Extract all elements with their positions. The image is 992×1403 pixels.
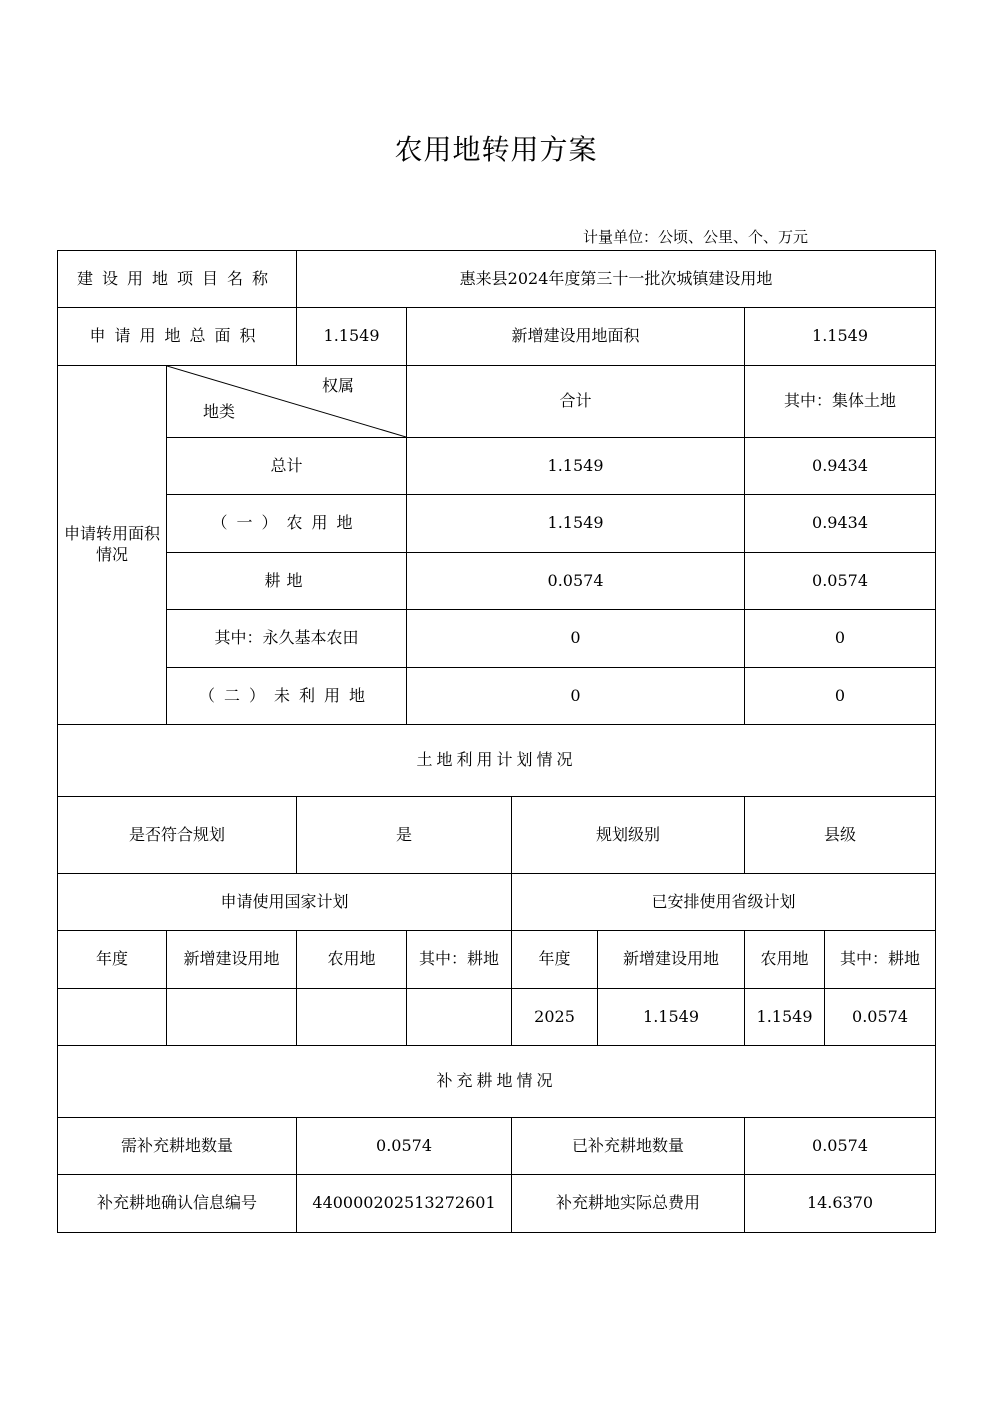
supplement-section-heading: 补充耕地情况 (58, 1046, 936, 1118)
diagonal-header-cell (167, 366, 407, 438)
table-row (58, 668, 936, 725)
plan-col-header: 其中：耕地 (825, 931, 936, 989)
conform-plan-label: 是否符合规划 (58, 797, 297, 874)
plan-level-label: 规划级别 (512, 797, 745, 874)
conform-plan-value: 是 (297, 797, 512, 874)
plan-col-header: 新增建设用地 (167, 931, 297, 989)
row-label: （二）未利用地 (167, 668, 407, 725)
row-collective: 0.0574 (745, 553, 936, 610)
row-collective: 0 (745, 610, 936, 668)
row-label: 耕地 (167, 553, 407, 610)
plan-col-header: 年度 (58, 931, 167, 989)
done-supplement-value: 0.0574 (745, 1118, 936, 1175)
plan-value: 1.1549 (745, 989, 825, 1046)
plan-col-header: 其中：耕地 (407, 931, 512, 989)
col-total-header: 合计 (407, 366, 745, 438)
national-plan-label: 申请使用国家计划 (58, 874, 512, 931)
plan-columns-row (58, 931, 936, 989)
project-name-value: 惠来县2024年度第三十一批次城镇建设用地 (297, 251, 936, 308)
plan-col-header: 农用地 (745, 931, 825, 989)
col-collective-header: 其中：集体土地 (745, 366, 936, 438)
row-label: 总计 (167, 438, 407, 495)
conversion-group-label: 申请转用面积情况 (58, 366, 167, 725)
plan-section-heading: 土地利用计划情况 (58, 725, 936, 797)
row-label: 其中：永久基本农田 (167, 610, 407, 668)
plan-level-value: 县级 (745, 797, 936, 874)
table-row (58, 610, 936, 668)
table-row (58, 495, 936, 553)
plan-values-row (58, 989, 936, 1046)
row-total: 1.1549 (407, 495, 745, 553)
project-name-label: 建设用地项目名称 (58, 251, 297, 308)
plan-value: 2025 (512, 989, 598, 1046)
new-construction-area-label: 新增建设用地面积 (407, 308, 745, 366)
header-land-type: 地类 (203, 402, 236, 422)
need-supplement-label: 需补充耕地数量 (58, 1118, 297, 1175)
plan-col-header: 年度 (512, 931, 598, 989)
plan-value (407, 989, 512, 1046)
page-title: 农用地转用方案 (394, 133, 598, 166)
total-area-value: 1.1549 (297, 308, 407, 366)
plan-value (58, 989, 167, 1046)
new-construction-area-value: 1.1549 (745, 308, 936, 366)
table-row (58, 553, 936, 610)
supplement-cost-label: 补充耕地实际总费用 (512, 1175, 745, 1233)
row-total: 0 (407, 610, 745, 668)
supplement-cost-value: 14.6370 (745, 1175, 936, 1233)
need-supplement-value: 0.0574 (297, 1118, 512, 1175)
provincial-plan-label: 已安排使用省级计划 (512, 874, 936, 931)
plan-value: 1.1549 (598, 989, 745, 1046)
total-area-label: 申请用地总面积 (58, 308, 297, 366)
row-collective: 0 (745, 668, 936, 725)
plan-col-header: 新增建设用地 (598, 931, 745, 989)
plan-value: 0.0574 (825, 989, 936, 1046)
done-supplement-label: 已补充耕地数量 (512, 1118, 745, 1175)
row-total: 1.1549 (407, 438, 745, 495)
plan-value (167, 989, 297, 1046)
supplement-id-value: 440000202513272601 (297, 1175, 512, 1233)
plan-col-header: 农用地 (297, 931, 407, 989)
header-ownership: 权属 (322, 376, 355, 395)
table-row (58, 438, 936, 495)
conversion-table (57, 250, 936, 1233)
plan-value (297, 989, 407, 1046)
row-total: 0.0574 (407, 553, 745, 610)
row-total: 0 (407, 668, 745, 725)
row-collective: 0.9434 (745, 495, 936, 553)
supplement-id-label: 补充耕地确认信息编号 (58, 1175, 297, 1233)
row-label: （一）农用地 (167, 495, 407, 553)
unit-note: 计量单位：公顷、公里、个、万元 (583, 228, 809, 246)
row-collective: 0.9434 (745, 438, 936, 495)
